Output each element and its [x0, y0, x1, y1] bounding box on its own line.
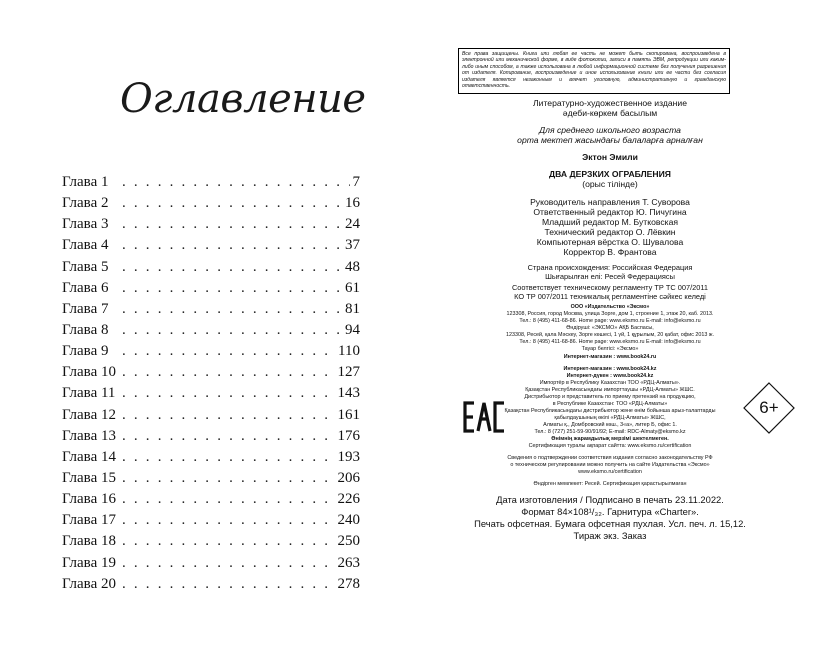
toc-leader [122, 407, 335, 424]
origin-kz: Өндірген мемлекет: Ресей. Сертификация қарастырылмаған [533, 481, 687, 487]
toc-leader [122, 533, 335, 550]
trademark-kz: Тауар белгісі: «Эксмо» [581, 346, 639, 352]
toc-entry [62, 301, 360, 322]
toc-chapter: Глава 10 [62, 364, 116, 381]
print-info: Печать офсетная. Бумага офсетная пухлая. Усл. печ. л. 15,12. [474, 518, 746, 529]
toc-page: 161 [337, 406, 360, 423]
staff-line: Корректор В. Франтова [563, 247, 657, 257]
toc-entry [62, 322, 360, 343]
country-kz: Шығарылған елі: Ресей Федерациясы [545, 272, 675, 281]
publisher-ru: ООО «Издательство «Эксмо» [570, 304, 650, 310]
imprint-page [440, 0, 820, 656]
toc-title: Оглавление [120, 76, 366, 122]
certification-info-2: о техническом регулировании можно получить на сайте Издательства «Эксмо» [510, 462, 710, 468]
distributor-ru-2: в Республике Казахстан: ТОО «РДЦ-Алматы» [552, 401, 668, 407]
toc-entry [62, 449, 360, 470]
address-kz: 123308, Ресей, қала Мәскеу, Зорге көшесі, 1 үй, 1 құрылым, 20 қабат, офис 2013 ж. [505, 332, 715, 338]
staff-line: Ответственный редактор Ю. Пичугина [533, 207, 687, 217]
rights-notice: Все права защищены. Книга или любая ее часть не может быть скопирована, воспроизведена в электронной или механической форме, в виде фотокопии, записи в память ЭВМ, репродукции или каким-либо иным способом, а также использована в любой информационной системе без получения разрешения от издателя. Копирование, воспроизведение и иное использование книги или ее части без согласия издателя является незаконным и влечет уголовную, административную и гражданскую ответственность. [458, 48, 730, 94]
eac-mark-icon [462, 397, 506, 437]
toc-leader [122, 385, 335, 402]
toc-chapter: Глава 3 [62, 216, 109, 233]
toc-leader [122, 301, 342, 318]
contacts-kz: Тел.: 8 (495) 411-68-86. Home page: www.eksmo.ru E-mail: info@eksmo.ru [519, 339, 701, 345]
toc-page: 37 [345, 237, 360, 254]
audience-ru: Для среднего школьного возраста [539, 125, 681, 135]
toc-entry [62, 385, 360, 406]
toc-chapter: Глава 2 [62, 195, 109, 212]
toc-page: 16 [345, 195, 360, 212]
toc-leader [122, 512, 335, 529]
maker-kz: Өндіруші: «ЭКСМО» АҚБ Баспасы, [566, 325, 654, 331]
toc-entry [62, 428, 360, 449]
table-of-contents [62, 174, 360, 597]
toc-entry [62, 555, 360, 576]
genre-ru: Литературно-художественное издание [533, 98, 687, 108]
certification-info-3: www.eksmo.ru/certification [578, 469, 642, 475]
distributor-kz: Қазақстан Республикасындағы дистрибьютор және өнім бойынша арыз-талаптарды [504, 408, 716, 414]
toc-chapter: Глава 11 [62, 385, 116, 402]
book-title: ДВА ДЕРЗКИХ ОГРАБЛЕНИЯ [549, 169, 671, 179]
toc-chapter: Глава 4 [62, 237, 109, 254]
toc-entry [62, 470, 360, 491]
validity-kz: Өнімнің жарамдылық мерзімі шектелмеген. [551, 436, 669, 442]
toc-leader [122, 280, 342, 297]
toc-page: 278 [337, 575, 360, 592]
country-ru: Страна происхождения: Российская Федерация [527, 263, 693, 272]
toc-chapter: Глава 5 [62, 258, 109, 275]
toc-page: 94 [345, 321, 360, 338]
importer-kz: Қазақстан Республикасындағы импорттаушы «РДЦ-Алматы» ЖШС. [525, 387, 695, 393]
author: Эктон Эмили [582, 152, 638, 162]
toc-entry [62, 195, 360, 216]
toc-leader [122, 576, 335, 593]
toc-page: 7 [352, 174, 360, 190]
toc-entry [62, 491, 360, 512]
certification-info-1: Сведения о подтверждении соответствия издания согласно законодательству РФ [507, 455, 713, 461]
importer-ru: Импортёр в Республику Казахстан ТОО «РДЦ-Алматы». [539, 380, 681, 386]
audience-kz: орта мектеп жасындағы балаларға арналған [517, 135, 703, 145]
toc-chapter: Глава 19 [62, 554, 116, 571]
toc-chapter: Глава 6 [62, 279, 109, 296]
regulation-kz: КО ТР 007/2011 техникалық регламентіне сәйкес келеді [514, 292, 706, 301]
toc-page: 206 [337, 469, 360, 486]
toc-leader [122, 555, 335, 572]
toc-page: 240 [337, 512, 360, 529]
print-run: Тираж экз. Заказ [573, 530, 647, 541]
shop-kz: Интернет-дүкен : www.book24.kz [566, 373, 654, 379]
distributor-kz-2: қабылдаушының өкілі «РДЦ-Алматы» ЖШС, [554, 415, 666, 421]
language-note: (орыс тілінде) [582, 179, 638, 189]
distributor-phone: Тел.: 8 (727) 251-59-90/91/92; E-mail: RDC-Almaty@eksmo.kz [534, 429, 686, 435]
toc-chapter: Глава 18 [62, 533, 116, 550]
staff-line: Технический редактор О. Лёвкин [544, 227, 676, 237]
contacts-ru: Тел.: 8 (495) 411-68-86. Home page: www.eksmo.ru E-mail: info@eksmo.ru [519, 318, 701, 324]
toc-entry [62, 364, 360, 385]
toc-leader [122, 428, 335, 445]
toc-leader [122, 470, 335, 487]
genre-kz: әдеби-көркем басылым [562, 108, 658, 118]
toc-leader [122, 343, 335, 360]
toc-leader [122, 174, 350, 191]
toc-chapter: Глава 13 [62, 427, 116, 444]
toc-leader [122, 259, 342, 276]
toc-chapter: Глава 16 [62, 491, 116, 508]
toc-entry [62, 343, 360, 364]
toc-chapter: Глава 12 [62, 406, 116, 423]
toc-leader [122, 491, 335, 508]
toc-entry [62, 216, 360, 237]
toc-entry [62, 280, 360, 301]
toc-page: 250 [337, 533, 360, 550]
distributor-address: Алматы қ., Домбровский көш., 3«а», литер Б, офис 1. [543, 422, 677, 428]
address-ru: 123308, Россия, город Москва, улица Зорге, дом 1, строение 1, этаж 20, каб. 2013. [506, 311, 714, 317]
toc-entry [62, 576, 360, 597]
toc-entry [62, 237, 360, 258]
age-rating: 6+ [759, 398, 779, 417]
staff-line: Младший редактор М. Бутковская [541, 217, 679, 227]
toc-page: 127 [337, 364, 360, 381]
format: Формат 84×108¹/₃₂. Гарнитура «Charter». [521, 506, 699, 517]
toc-leader [122, 449, 335, 466]
toc-page: 263 [337, 554, 360, 571]
toc-chapter: Глава 14 [62, 448, 116, 465]
toc-page: 24 [345, 216, 360, 233]
toc-page: 48 [345, 258, 360, 275]
toc-entry [62, 259, 360, 280]
staff-line: Руководитель направления Т. Суворова [530, 197, 690, 207]
toc-chapter: Глава 8 [62, 321, 109, 338]
toc-page: 81 [345, 300, 360, 317]
toc-entry [62, 533, 360, 554]
toc-leader [122, 195, 342, 212]
toc-chapter: Глава 7 [62, 300, 109, 317]
toc-page: 143 [337, 385, 360, 402]
manufacture-date: Дата изготовления / Подписано в печать 23.11.2022. [496, 494, 724, 505]
staff-line: Компьютерная вёрстка О. Шувалова [536, 237, 684, 247]
shop-kz-label: Интернет-магазин : www.book24.kz [563, 366, 657, 372]
toc-leader [122, 237, 342, 254]
toc-chapter: Глава 17 [62, 512, 116, 529]
toc-leader [122, 364, 335, 381]
regulation-ru: Соответствует техническому регламенту ТР ТС 007/2011 [511, 283, 709, 292]
toc-page: 226 [337, 491, 360, 508]
toc-page: 110 [338, 343, 360, 360]
toc-leader [122, 216, 342, 233]
toc-leader [122, 322, 342, 339]
toc-entry [62, 174, 360, 195]
toc-chapter: Глава 1 [62, 174, 109, 190]
toc-page: 193 [337, 448, 360, 465]
toc-page: 176 [337, 427, 360, 444]
toc-chapter: Глава 9 [62, 343, 109, 360]
toc-chapter: Глава 15 [62, 469, 116, 486]
shop-ru: Интернет-магазин : www.book24.ru [563, 354, 657, 360]
toc-page: 61 [345, 279, 360, 296]
toc-chapter: Глава 20 [62, 575, 116, 592]
toc-entry [62, 512, 360, 533]
distributor-ru: Дистрибьютор и представитель по приему претензий на продукцию, [524, 394, 696, 400]
certification-kz: Сертификация туралы ақпарат сайтта: www.eksmo.ru/certification [528, 443, 692, 449]
toc-entry [62, 407, 360, 428]
